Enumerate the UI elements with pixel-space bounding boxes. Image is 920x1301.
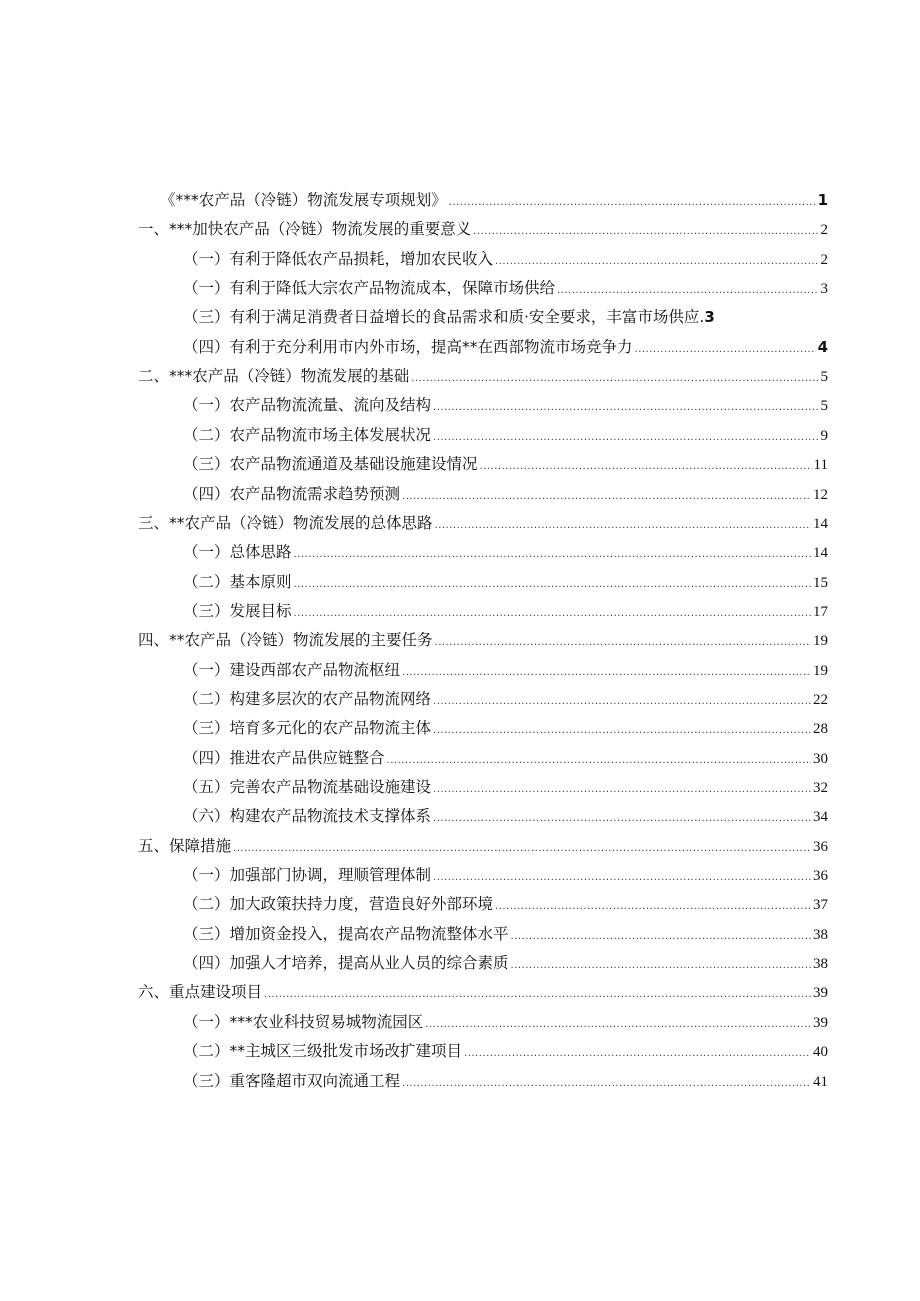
toc-page-number: 41 [813,1073,828,1090]
toc-page-number: 1 [817,191,828,209]
toc-entry-title: （六）构建农产品物流技术支撑体系 [183,807,432,826]
toc-leader-dots [402,486,811,508]
toc-entry[interactable] [183,923,828,945]
toc-entry-title: （一）建设西部农产品物流枢纽 [183,660,401,679]
toc-entry-title: （四）加强人才培养，提高从业人员的综合素质 [183,954,509,973]
toc-page-number: 3 [820,281,828,298]
toc-entry[interactable] [160,189,828,211]
toc-entry-title: （二）**主城区三级批发市场改扩建项目 [183,1042,463,1061]
toc-page-number: 17 [813,603,828,620]
toc-entry[interactable] [183,776,828,798]
toc-page-number: 4 [817,337,828,356]
toc-leader-dots [495,251,818,273]
toc-page-number: 2 [820,222,828,239]
toc-leader-dots [264,984,811,1006]
toc-leader-dots [294,574,811,596]
toc-entry-title: 《***农产品（冷链）物流发展专项规划》 [160,191,447,209]
toc-entry-title: （一）有利于降低大宗农产品物流成本，保障市场供给 [183,279,556,298]
toc-entry-title: （四）有利于充分利用市内外市场，提高**在西部物流市场竞争力 [183,337,633,356]
toc-entry[interactable] [183,424,828,446]
toc-page-number: 39 [813,985,828,1002]
toc-entry-title: （一）总体思路 [183,543,292,562]
toc-leader-dots [435,632,811,654]
toc-entry[interactable] [183,864,828,886]
toc-page-number: 37 [813,897,828,914]
toc-leader-dots [294,603,811,625]
toc-entry[interactable] [183,571,828,593]
toc-page-number: 38 [813,926,828,943]
toc-leader-dots [402,1073,811,1095]
toc-leader-dots [433,867,811,889]
toc-entry[interactable] [138,365,828,387]
toc-entry[interactable] [183,453,828,475]
toc-page-number: 14 [813,545,828,562]
toc-entry-title: （三）农产品物流通道及基础设施建设情况 [183,455,478,474]
toc-leader-dots [425,1014,811,1036]
toc-entry-title: （三）培育多元化的农产品物流主体 [183,719,432,738]
toc-entry-title: （三）重客隆超市双向流通工程 [183,1071,401,1090]
toc-entry[interactable] [183,805,828,827]
toc-leader-dots [511,955,811,977]
toc-page-number: 36 [813,838,828,855]
toc-leader-dots [433,808,811,830]
toc-entry[interactable] [183,688,828,710]
toc-page-number: 14 [813,515,828,532]
toc-entry[interactable] [183,541,828,563]
toc-entry-title: （三）增加资金投入，提高农产品物流整体水平 [183,924,509,943]
toc-page-number: 2 [820,251,828,268]
toc-page-number: 9 [820,427,828,444]
toc-entry[interactable] [183,483,828,505]
toc-page-number: 11 [813,457,828,474]
toc-page-number: 5 [820,369,828,386]
toc-leader-dots [464,1043,811,1065]
toc-entry-title: 四、**农产品（冷链）物流发展的主要任务 [138,631,433,650]
toc-entry-title: 三、**农产品（冷链）物流发展的总体思路 [138,513,433,532]
toc-leader-dots [387,750,811,772]
toc-leader-dots [433,397,818,419]
toc-page-number: 22 [813,691,828,708]
toc-page-number: 30 [813,750,828,767]
toc-entry-title: （二）基本原则 [183,572,292,591]
toc-page-number: 38 [813,956,828,973]
toc-entry[interactable] [183,717,828,739]
toc-leader-dots [433,691,811,713]
toc-leader-dots [433,720,811,742]
toc-entry[interactable] [183,248,828,270]
toc-page-number: 32 [813,780,828,796]
toc-entry[interactable] [183,1011,828,1033]
toc-page-number: 3 [704,308,715,327]
toc-entry-title: （五）完善农产品物流基础设施建设 [183,778,432,796]
toc-leader-dots [433,427,818,449]
toc-entry-title: （三）有利于满足消费者日益增长的食品需求和质·安全要求，丰富市场供应. [183,308,705,327]
toc-page-number: 28 [813,721,828,738]
toc-entry[interactable] [183,1040,828,1062]
toc-entry[interactable] [183,600,828,622]
toc-entry-title: 一、***加快农产品（冷链）物流发展的重要意义 [138,220,472,239]
toc-entry[interactable] [138,218,828,240]
toc-entry[interactable] [138,512,828,534]
toc-leader-dots [635,339,816,361]
toc-entry[interactable] [183,277,828,299]
toc-leader-dots [511,926,811,948]
toc-entry-title: （一）有利于降低农产品损耗，增加农民收入 [183,249,494,268]
toc-leader-dots [473,221,818,243]
toc-entry[interactable] [138,835,828,857]
toc-entry-title: 五、保障措施 [138,836,232,855]
toc-page-number: 19 [813,633,828,650]
toc-entry-title: 六、重点建设项目 [138,983,263,1002]
toc-leader-dots [402,662,811,684]
toc-page-number: 40 [813,1044,828,1061]
toc-entry[interactable] [183,1070,828,1092]
toc-page-number: 19 [813,662,828,679]
toc-entry[interactable] [183,659,828,681]
toc-entry[interactable] [183,306,715,328]
toc-page-number: 12 [813,486,828,503]
toc-leader-dots [411,368,818,390]
toc-entry-title: （二）农产品物流市场主体发展状况 [183,425,432,444]
toc-entry-title: （一）农产品物流流量、流向及结构 [183,396,432,415]
toc-leader-dots [294,544,811,566]
toc-entry[interactable] [183,893,828,915]
toc-entry-title: （四）农产品物流需求趋势预测 [183,484,401,503]
toc-leader-dots [557,280,818,302]
toc-entry[interactable] [183,336,828,358]
toc-page-number: 39 [813,1014,828,1031]
toc-entry[interactable] [138,981,828,1003]
toc-entry[interactable] [138,629,828,651]
toc-page-number: 15 [813,574,828,591]
toc-leader-dots [435,515,811,537]
toc-leader-dots [433,779,811,801]
toc-entry-title: （一）***农业科技贸易城物流园区 [183,1012,424,1031]
toc-leader-dots [480,456,812,478]
toc-entry-title: （二）构建多层次的农产品物流网络 [183,689,432,708]
toc-leader-dots [449,192,816,214]
toc-page-number: 36 [813,868,828,885]
toc-leader-dots [233,838,811,860]
toc-entry[interactable] [183,747,828,769]
toc-entry-title: （二）加大政策扶持力度，营造良好外部环境 [183,895,494,914]
toc-entry-title: （四）推进农产品供应链整合 [183,748,385,767]
toc-entry[interactable] [183,394,828,416]
toc-entry-title: 二、***农产品（冷链）物流发展的基础 [138,367,410,386]
toc-page-number: 5 [820,398,828,415]
toc-entry-title: （三）发展目标 [183,601,292,620]
toc-entry-title: （一）加强部门协调，理顺管理体制 [183,866,432,885]
toc-leader-dots [495,896,811,918]
toc-entry[interactable] [183,952,828,974]
toc-page-number: 34 [813,809,828,826]
